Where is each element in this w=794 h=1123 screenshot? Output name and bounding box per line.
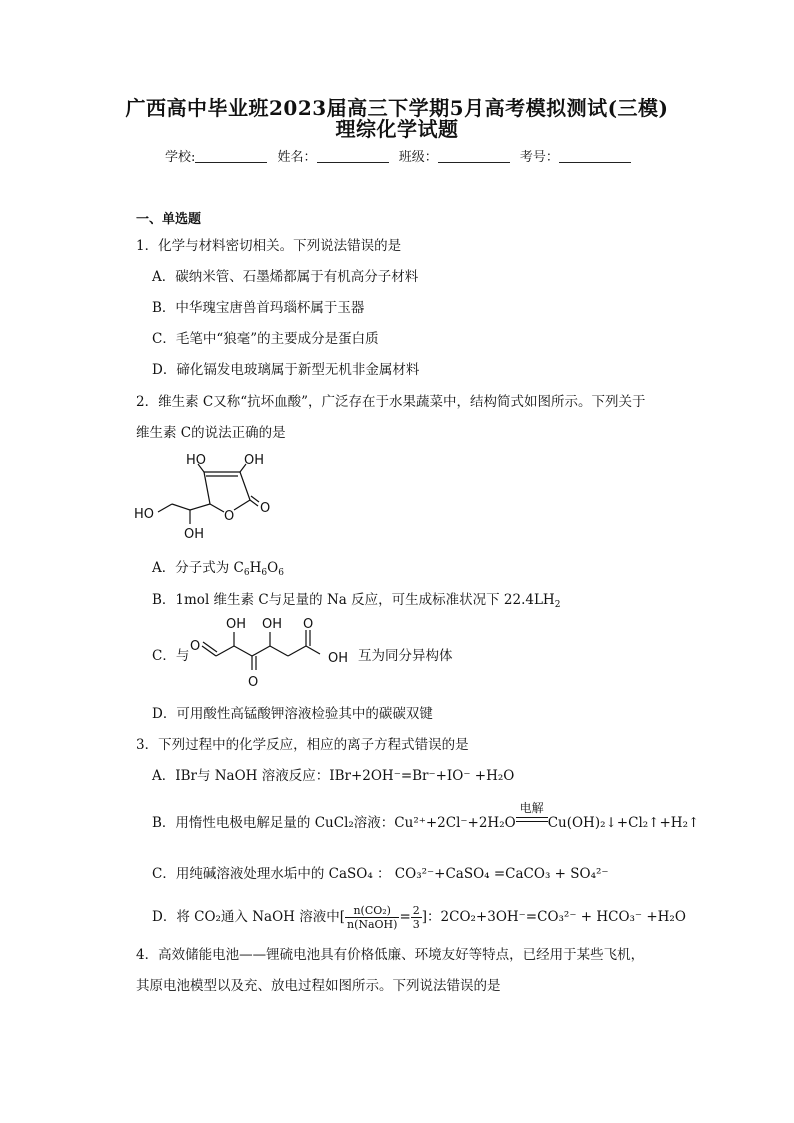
q3-option-b-text: B．用惰性电极电解足量的 CuCl₂溶液：Cu²⁺+2Cl⁻+2H₂O <box>152 815 516 831</box>
q4-stem-line2: 其原电池模型以及充、放电过程如图所示。下列说法错误的是 <box>136 978 501 994</box>
q2-option-c-prefix: C．与 <box>152 648 190 664</box>
q4-stem-line1: 4．高效储能电池——锂硫电池具有价格低廉、环境友好等特点，已经用于某些飞机， <box>136 947 645 963</box>
q3-stem: 3．下列过程中的化学反应，相应的离子方程式错误的是 <box>136 737 469 753</box>
q2-option-c-suffix: 互为同分异构体 <box>358 648 453 664</box>
school-label: 学校: <box>165 150 196 165</box>
q1-option-c: C．毛笔中“狼毫”的主要成分是蛋白质 <box>152 331 379 347</box>
q3-option-d <box>152 904 686 931</box>
label-o-aldehyde: O <box>190 639 201 654</box>
ratio-numerator: n(CO₂) <box>345 904 399 918</box>
ratio-equals: = <box>399 909 411 925</box>
ratio-fraction <box>345 904 399 931</box>
id-label: 考号： <box>519 150 559 165</box>
q1-option-a: A．碳纳米管、石墨烯都属于有机高分子材料 <box>152 269 419 285</box>
q1-option-d: D．碲化镉发电玻璃属于新型无机非金属材料 <box>152 362 420 378</box>
label-oh-c4: OH <box>262 617 283 632</box>
q1-stem: 1．化学与材料密切相关。下列说法错误的是 <box>136 238 402 254</box>
label-o-carbonyl: O <box>260 501 271 516</box>
section-title: 一、单选题 <box>136 212 202 227</box>
q3-option-b <box>152 801 700 831</box>
name-blank <box>317 150 389 163</box>
label-ho-left: HO <box>134 507 155 522</box>
q2-option-a: A．分子式为 $C_6H_6O_6$ <box>152 560 284 578</box>
label-o-ketone: O <box>248 675 259 690</box>
q3-option-d-equation: ]：2CO₂+3OH⁻=CO₃²⁻ + HCO₃⁻ +H₂O <box>421 909 686 925</box>
ratio-value <box>411 904 422 931</box>
q3-option-b-products: Cu(OH)₂↓+Cl₂↑+H₂↑ <box>547 815 700 831</box>
q2-option-b: B．1mol 维生素 C与足量的 Na 反应，可生成标准状况下 $22.4LH_2$ <box>152 592 561 610</box>
label-oh-c2: OH <box>226 617 247 632</box>
electrolysis-condition <box>516 801 548 829</box>
ratio-value-den: 3 <box>412 918 420 931</box>
q3-option-d-text: D．将 CO₂通入 NaOH 溶液中[ <box>152 909 345 925</box>
id-blank <box>559 150 631 163</box>
q1-option-b: B．中华瑰宝唐兽首玛瑙杯属于玉器 <box>152 300 365 316</box>
label-ho-top: HO <box>186 453 207 468</box>
label-oh-acid: OH <box>328 651 349 666</box>
label-oh-bottom: OH <box>184 527 205 542</box>
condition-label: 电解 <box>519 801 544 815</box>
q2-stem-line2: 维生素 C的说法正确的是 <box>136 425 286 441</box>
exam-subtitle: 理综化学试题 <box>335 117 459 141</box>
ratio-value-num: 2 <box>412 904 420 917</box>
vitamin-c-structure <box>130 448 280 544</box>
ratio-denominator: n(NaOH) <box>346 918 398 931</box>
q3-option-c: C．用纯碱溶液处理水垢中的 CaSO₄ ： CO₃²⁻+CaSO₄ =CaCO₃ + SO₄²⁻ <box>152 866 609 882</box>
label-oh-top: OH <box>244 453 265 468</box>
q2-stem-line1: 2．维生素 C又称“抗坏血酸”，广泛存在于水果蔬菜中，结构简式如图所示。下列关于 <box>136 394 646 410</box>
name-label: 姓名： <box>277 150 317 165</box>
label-o-acid: O <box>303 617 314 632</box>
q2-option-d: D．可用酸性高锰酸钾溶液检验其中的碳碳双键 <box>152 706 433 722</box>
school-blank <box>195 150 267 163</box>
exam-title: 广西高中毕业班2023届高三下学期5月高考模拟测试(三模) <box>125 96 669 120</box>
student-info-row <box>165 146 637 165</box>
q3-option-a: A．IBr与 NaOH 溶液反应：IBr+2OH⁻=Br⁻+IO⁻ +H₂O <box>152 768 515 784</box>
q2-option-b-text: B．1mol 维生素 C与足量的 Na 反应，可生成标准状况下 22.4LH <box>152 592 555 608</box>
isomer-structure <box>188 616 358 690</box>
label-o-ring: O <box>224 509 235 524</box>
class-label: 班级： <box>398 150 438 165</box>
q2-option-a-text: A．分子式为 C <box>152 560 244 576</box>
class-blank <box>438 150 510 163</box>
